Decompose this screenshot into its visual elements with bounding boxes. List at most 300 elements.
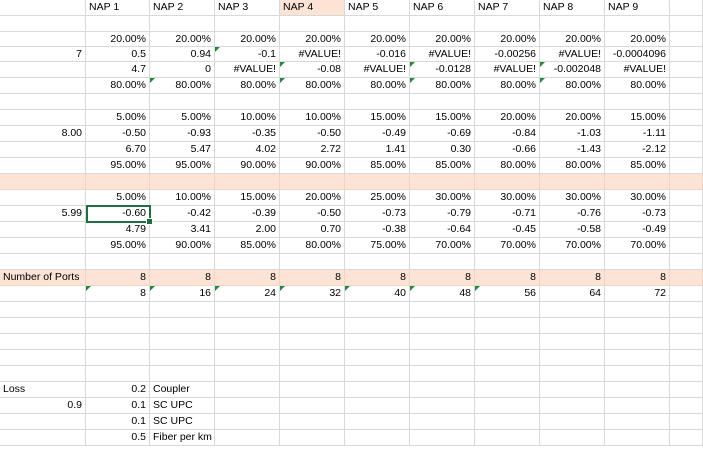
column-header-nap-3[interactable]: NAP 3: [215, 0, 280, 16]
cell-empty-tail[interactable]: [670, 350, 703, 366]
cell-r1-c9[interactable]: 20.00%: [605, 32, 670, 47]
cell-r16-c3[interactable]: [215, 254, 280, 270]
cell-r13-c8[interactable]: -0.76: [540, 206, 605, 222]
cell-r0-c3[interactable]: [215, 16, 280, 32]
cell-r5-c8[interactable]: [540, 94, 605, 110]
cell-r22-c2[interactable]: [150, 350, 215, 366]
cell-r14-c9[interactable]: -0.49: [605, 222, 670, 238]
cell-r18-c8[interactable]: 64: [540, 286, 605, 302]
cell-empty-tail[interactable]: [670, 32, 703, 47]
cell-r14-c6[interactable]: -0.64: [410, 222, 475, 238]
cell-r2-c2[interactable]: 0.94: [150, 47, 215, 62]
column-header-empty[interactable]: [670, 0, 703, 16]
cell-r26-c3[interactable]: [215, 414, 280, 430]
cell-r5-c5[interactable]: [345, 94, 410, 110]
cell-r14-c2[interactable]: 3.41: [150, 222, 215, 238]
cell-r3-c3[interactable]: #VALUE!: [215, 62, 280, 78]
cell-r18-c4[interactable]: 32: [280, 286, 345, 302]
cell-r23-c5[interactable]: [345, 366, 410, 382]
cell-r12-c0[interactable]: [0, 190, 86, 206]
cell-empty-tail[interactable]: [670, 414, 703, 430]
cell-r15-c9[interactable]: 70.00%: [605, 238, 670, 254]
cell-r15-c3[interactable]: 85.00%: [215, 238, 280, 254]
cell-r21-c1[interactable]: [86, 334, 150, 350]
cell-r25-c7[interactable]: [475, 398, 540, 414]
cell-r27-c8[interactable]: [540, 430, 605, 446]
cell-r18-c9[interactable]: 72: [605, 286, 670, 302]
cell-r1-c0[interactable]: [0, 32, 86, 47]
cell-r3-c1[interactable]: 4.7: [86, 62, 150, 78]
cell-r13-c1[interactable]: -0.60: [86, 206, 150, 222]
cell-r9-c8[interactable]: 80.00%: [540, 158, 605, 174]
cell-r20-c0[interactable]: [0, 318, 86, 334]
cell-r6-c9[interactable]: 15.00%: [605, 110, 670, 126]
cell-r16-c1[interactable]: [86, 254, 150, 270]
cell-r25-c3[interactable]: [215, 398, 280, 414]
cell-r15-c2[interactable]: 90.00%: [150, 238, 215, 254]
cell-r27-c9[interactable]: [605, 430, 670, 446]
cell-r8-c4[interactable]: 2.72: [280, 142, 345, 158]
cell-r19-c4[interactable]: [280, 302, 345, 318]
cell-r8-c3[interactable]: 4.02: [215, 142, 280, 158]
cell-r17-c9[interactable]: 8: [605, 270, 670, 286]
cell-r23-c8[interactable]: [540, 366, 605, 382]
cell-r24-c8[interactable]: [540, 382, 605, 398]
column-header-nap-2[interactable]: NAP 2: [150, 0, 215, 16]
cell-empty-tail[interactable]: [670, 62, 703, 78]
cell-r9-c3[interactable]: 90.00%: [215, 158, 280, 174]
cell-r5-c4[interactable]: [280, 94, 345, 110]
cell-empty-tail[interactable]: [670, 142, 703, 158]
cell-r19-c8[interactable]: [540, 302, 605, 318]
cell-r8-c5[interactable]: 1.41: [345, 142, 410, 158]
cell-r27-c6[interactable]: [410, 430, 475, 446]
cell-r11-c0[interactable]: [0, 174, 86, 190]
cell-r1-c2[interactable]: 20.00%: [150, 32, 215, 47]
cell-empty-tail[interactable]: [670, 238, 703, 254]
cell-r14-c3[interactable]: 2.00: [215, 222, 280, 238]
cell-r7-c7[interactable]: -0.84: [475, 126, 540, 142]
cell-r19-c1[interactable]: [86, 302, 150, 318]
cell-r1-c3[interactable]: 20.00%: [215, 32, 280, 47]
cell-r18-c6[interactable]: 48: [410, 286, 475, 302]
cell-r5-c2[interactable]: [150, 94, 215, 110]
cell-r0-c1[interactable]: [86, 16, 150, 32]
cell-r17-c0[interactable]: Number of Ports: [0, 270, 86, 286]
cell-r11-c3[interactable]: [215, 174, 280, 190]
cell-r12-c2[interactable]: 10.00%: [150, 190, 215, 206]
cell-r4-c2[interactable]: 80.00%: [150, 78, 215, 94]
cell-r18-c3[interactable]: 24: [215, 286, 280, 302]
cell-r2-c7[interactable]: -0.00256: [475, 47, 540, 62]
cell-r17-c3[interactable]: 8: [215, 270, 280, 286]
cell-empty-tail[interactable]: [670, 126, 703, 142]
cell-r19-c0[interactable]: [0, 302, 86, 318]
cell-r5-c6[interactable]: [410, 94, 475, 110]
cell-r26-c4[interactable]: [280, 414, 345, 430]
cell-r22-c1[interactable]: [86, 350, 150, 366]
cell-r13-c6[interactable]: -0.79: [410, 206, 475, 222]
cell-r25-c6[interactable]: [410, 398, 475, 414]
cell-r25-c5[interactable]: [345, 398, 410, 414]
cell-r25-c1[interactable]: 0.1: [86, 398, 150, 414]
cell-r19-c3[interactable]: [215, 302, 280, 318]
cell-r7-c1[interactable]: -0.50: [86, 126, 150, 142]
cell-r11-c9[interactable]: [605, 174, 670, 190]
cell-empty-tail[interactable]: [670, 94, 703, 110]
cell-r13-c9[interactable]: -0.73: [605, 206, 670, 222]
cell-r1-c7[interactable]: 20.00%: [475, 32, 540, 47]
cell-r23-c0[interactable]: [0, 366, 86, 382]
cell-r11-c8[interactable]: [540, 174, 605, 190]
cell-r6-c7[interactable]: 20.00%: [475, 110, 540, 126]
cell-r26-c2[interactable]: SC UPC: [150, 414, 215, 430]
cell-empty-tail[interactable]: [670, 174, 703, 190]
cell-r7-c5[interactable]: -0.49: [345, 126, 410, 142]
cell-r0-c7[interactable]: [475, 16, 540, 32]
cell-r17-c2[interactable]: 8: [150, 270, 215, 286]
cell-r22-c9[interactable]: [605, 350, 670, 366]
cell-r27-c0[interactable]: [0, 430, 86, 446]
cell-r0-c6[interactable]: [410, 16, 475, 32]
cell-r16-c7[interactable]: [475, 254, 540, 270]
cell-r25-c9[interactable]: [605, 398, 670, 414]
cell-r15-c5[interactable]: 75.00%: [345, 238, 410, 254]
cell-r0-c2[interactable]: [150, 16, 215, 32]
cell-empty-tail[interactable]: [670, 16, 703, 32]
cell-r23-c6[interactable]: [410, 366, 475, 382]
cell-r5-c9[interactable]: [605, 94, 670, 110]
cell-r12-c8[interactable]: 30.00%: [540, 190, 605, 206]
cell-empty-tail[interactable]: [670, 78, 703, 94]
cell-r18-c5[interactable]: 40: [345, 286, 410, 302]
cell-r23-c3[interactable]: [215, 366, 280, 382]
cell-r7-c6[interactable]: -0.69: [410, 126, 475, 142]
cell-r4-c5[interactable]: 80.00%: [345, 78, 410, 94]
cell-r3-c9[interactable]: #VALUE!: [605, 62, 670, 78]
cell-r22-c0[interactable]: [0, 350, 86, 366]
cell-r21-c7[interactable]: [475, 334, 540, 350]
cell-r26-c1[interactable]: 0.1: [86, 414, 150, 430]
column-header-nap-5[interactable]: NAP 5: [345, 0, 410, 16]
cell-r23-c1[interactable]: [86, 366, 150, 382]
column-header-nap-1[interactable]: NAP 1: [86, 0, 150, 16]
cell-r8-c2[interactable]: 5.47: [150, 142, 215, 158]
cell-r23-c9[interactable]: [605, 366, 670, 382]
cell-r26-c8[interactable]: [540, 414, 605, 430]
cell-r12-c5[interactable]: 25.00%: [345, 190, 410, 206]
cell-r15-c0[interactable]: [0, 238, 86, 254]
cell-r8-c7[interactable]: -0.66: [475, 142, 540, 158]
cell-r4-c0[interactable]: [0, 78, 86, 94]
cell-r24-c4[interactable]: [280, 382, 345, 398]
cell-r8-c9[interactable]: -2.12: [605, 142, 670, 158]
cell-r3-c2[interactable]: 0: [150, 62, 215, 78]
cell-r3-c4[interactable]: -0.08: [280, 62, 345, 78]
cell-r3-c5[interactable]: #VALUE!: [345, 62, 410, 78]
cell-r27-c7[interactable]: [475, 430, 540, 446]
cell-r17-c4[interactable]: 8: [280, 270, 345, 286]
cell-r2-c1[interactable]: 0.5: [86, 47, 150, 62]
cell-r11-c2[interactable]: [150, 174, 215, 190]
cell-r15-c6[interactable]: 70.00%: [410, 238, 475, 254]
cell-r9-c5[interactable]: 85.00%: [345, 158, 410, 174]
cell-r14-c5[interactable]: -0.38: [345, 222, 410, 238]
cell-r17-c1[interactable]: 8: [86, 270, 150, 286]
cell-r9-c0[interactable]: [0, 158, 86, 174]
cell-r2-c5[interactable]: -0.016: [345, 47, 410, 62]
cell-r21-c8[interactable]: [540, 334, 605, 350]
cell-r12-c9[interactable]: 30.00%: [605, 190, 670, 206]
cell-r9-c4[interactable]: 90.00%: [280, 158, 345, 174]
cell-r12-c6[interactable]: 30.00%: [410, 190, 475, 206]
cell-r23-c7[interactable]: [475, 366, 540, 382]
cell-r20-c9[interactable]: [605, 318, 670, 334]
cell-r27-c1[interactable]: 0.5: [86, 430, 150, 446]
cell-r21-c6[interactable]: [410, 334, 475, 350]
cell-r16-c8[interactable]: [540, 254, 605, 270]
cell-r26-c0[interactable]: [0, 414, 86, 430]
cell-r4-c8[interactable]: 80.00%: [540, 78, 605, 94]
cell-empty-tail[interactable]: [670, 158, 703, 174]
cell-r21-c9[interactable]: [605, 334, 670, 350]
cell-r4-c4[interactable]: 80.00%: [280, 78, 345, 94]
cell-r5-c7[interactable]: [475, 94, 540, 110]
cell-r17-c5[interactable]: 8: [345, 270, 410, 286]
column-header-nap-6[interactable]: NAP 6: [410, 0, 475, 16]
cell-r26-c9[interactable]: [605, 414, 670, 430]
cell-r24-c3[interactable]: [215, 382, 280, 398]
cell-r22-c7[interactable]: [475, 350, 540, 366]
cell-r2-c0[interactable]: 7: [0, 47, 86, 62]
cell-empty-tail[interactable]: [670, 254, 703, 270]
cell-r13-c7[interactable]: -0.71: [475, 206, 540, 222]
cell-r8-c1[interactable]: 6.70: [86, 142, 150, 158]
cell-r1-c5[interactable]: 20.00%: [345, 32, 410, 47]
cell-r13-c4[interactable]: -0.50: [280, 206, 345, 222]
cell-empty-tail[interactable]: [670, 430, 703, 446]
cell-r17-c6[interactable]: 8: [410, 270, 475, 286]
cell-r24-c6[interactable]: [410, 382, 475, 398]
cell-r20-c5[interactable]: [345, 318, 410, 334]
cell-r20-c2[interactable]: [150, 318, 215, 334]
cell-r12-c4[interactable]: 20.00%: [280, 190, 345, 206]
cell-r2-c3[interactable]: -0.1: [215, 47, 280, 62]
cell-r15-c1[interactable]: 95.00%: [86, 238, 150, 254]
cell-r20-c4[interactable]: [280, 318, 345, 334]
cell-r19-c2[interactable]: [150, 302, 215, 318]
cell-empty-tail[interactable]: [670, 206, 703, 222]
cell-r9-c9[interactable]: 85.00%: [605, 158, 670, 174]
cell-r13-c0[interactable]: 5.99: [0, 206, 86, 222]
cell-r19-c7[interactable]: [475, 302, 540, 318]
cell-empty-tail[interactable]: [670, 110, 703, 126]
cell-r16-c9[interactable]: [605, 254, 670, 270]
cell-r27-c2[interactable]: Fiber per km: [150, 430, 215, 446]
cell-empty-tail[interactable]: [670, 398, 703, 414]
cell-r4-c3[interactable]: 80.00%: [215, 78, 280, 94]
cell-empty-tail[interactable]: [670, 334, 703, 350]
cell-empty-tail[interactable]: [670, 286, 703, 302]
cell-r18-c2[interactable]: 16: [150, 286, 215, 302]
cell-r18-c7[interactable]: 56: [475, 286, 540, 302]
cell-r7-c8[interactable]: -1.03: [540, 126, 605, 142]
cell-r14-c4[interactable]: 0.70: [280, 222, 345, 238]
cell-r6-c5[interactable]: 15.00%: [345, 110, 410, 126]
cell-r12-c7[interactable]: 30.00%: [475, 190, 540, 206]
cell-r16-c4[interactable]: [280, 254, 345, 270]
cell-r22-c3[interactable]: [215, 350, 280, 366]
cell-r2-c6[interactable]: #VALUE!: [410, 47, 475, 62]
cell-r22-c6[interactable]: [410, 350, 475, 366]
cell-r9-c7[interactable]: 80.00%: [475, 158, 540, 174]
cell-r24-c5[interactable]: [345, 382, 410, 398]
cell-r6-c0[interactable]: [0, 110, 86, 126]
cell-r25-c4[interactable]: [280, 398, 345, 414]
cell-r2-c9[interactable]: -0.0004096: [605, 47, 670, 62]
cell-r8-c8[interactable]: -1.43: [540, 142, 605, 158]
cell-r21-c2[interactable]: [150, 334, 215, 350]
cell-r15-c7[interactable]: 70.00%: [475, 238, 540, 254]
cell-r25-c0[interactable]: 0.9: [0, 398, 86, 414]
cell-r11-c6[interactable]: [410, 174, 475, 190]
cell-r4-c6[interactable]: 80.00%: [410, 78, 475, 94]
cell-r8-c0[interactable]: [0, 142, 86, 158]
cell-empty-tail[interactable]: [670, 190, 703, 206]
cell-r6-c4[interactable]: 10.00%: [280, 110, 345, 126]
cell-r21-c4[interactable]: [280, 334, 345, 350]
cell-r3-c0[interactable]: [0, 62, 86, 78]
cell-r0-c0[interactable]: [0, 16, 86, 32]
cell-r17-c8[interactable]: 8: [540, 270, 605, 286]
cell-r27-c3[interactable]: [215, 430, 280, 446]
cell-r5-c3[interactable]: [215, 94, 280, 110]
cell-r17-c7[interactable]: 8: [475, 270, 540, 286]
cell-r20-c6[interactable]: [410, 318, 475, 334]
cell-r21-c0[interactable]: [0, 334, 86, 350]
cell-r26-c6[interactable]: [410, 414, 475, 430]
cell-r16-c0[interactable]: [0, 254, 86, 270]
cell-r1-c8[interactable]: 20.00%: [540, 32, 605, 47]
cell-r22-c8[interactable]: [540, 350, 605, 366]
cell-r0-c4[interactable]: [280, 16, 345, 32]
column-header-nap-8[interactable]: NAP 8: [540, 0, 605, 16]
cell-r27-c4[interactable]: [280, 430, 345, 446]
cell-r19-c6[interactable]: [410, 302, 475, 318]
cell-r13-c3[interactable]: -0.39: [215, 206, 280, 222]
cell-r16-c6[interactable]: [410, 254, 475, 270]
cell-r26-c5[interactable]: [345, 414, 410, 430]
cell-r18-c0[interactable]: [0, 286, 86, 302]
cell-r12-c1[interactable]: 5.00%: [86, 190, 150, 206]
cell-r0-c8[interactable]: [540, 16, 605, 32]
cell-r21-c5[interactable]: [345, 334, 410, 350]
cell-r1-c6[interactable]: 20.00%: [410, 32, 475, 47]
cell-r7-c2[interactable]: -0.93: [150, 126, 215, 142]
cell-r24-c9[interactable]: [605, 382, 670, 398]
cell-r20-c8[interactable]: [540, 318, 605, 334]
cell-r13-c2[interactable]: -0.42: [150, 206, 215, 222]
cell-r21-c3[interactable]: [215, 334, 280, 350]
row-label-column-header[interactable]: [0, 0, 86, 16]
cell-r24-c7[interactable]: [475, 382, 540, 398]
cell-r9-c1[interactable]: 95.00%: [86, 158, 150, 174]
cell-r6-c2[interactable]: 5.00%: [150, 110, 215, 126]
cell-r2-c8[interactable]: #VALUE!: [540, 47, 605, 62]
cell-r6-c6[interactable]: 15.00%: [410, 110, 475, 126]
cell-r4-c7[interactable]: 80.00%: [475, 78, 540, 94]
cell-r25-c2[interactable]: SC UPC: [150, 398, 215, 414]
cell-r23-c2[interactable]: [150, 366, 215, 382]
cell-r6-c8[interactable]: 20.00%: [540, 110, 605, 126]
column-header-nap-9[interactable]: NAP 9: [605, 0, 670, 16]
cell-r11-c5[interactable]: [345, 174, 410, 190]
cell-r4-c1[interactable]: 80.00%: [86, 78, 150, 94]
cell-r11-c7[interactable]: [475, 174, 540, 190]
cell-r27-c5[interactable]: [345, 430, 410, 446]
cell-r7-c3[interactable]: -0.35: [215, 126, 280, 142]
cell-empty-tail[interactable]: [670, 382, 703, 398]
cell-r25-c8[interactable]: [540, 398, 605, 414]
cell-r14-c8[interactable]: -0.58: [540, 222, 605, 238]
cell-r7-c0[interactable]: 8.00: [0, 126, 86, 142]
cell-r23-c4[interactable]: [280, 366, 345, 382]
cell-r14-c0[interactable]: [0, 222, 86, 238]
cell-r24-c0[interactable]: Loss: [0, 382, 86, 398]
cell-r22-c4[interactable]: [280, 350, 345, 366]
cell-r11-c4[interactable]: [280, 174, 345, 190]
cell-empty-tail[interactable]: [670, 270, 703, 286]
cell-r26-c7[interactable]: [475, 414, 540, 430]
cell-r24-c1[interactable]: 0.2: [86, 382, 150, 398]
cell-r2-c4[interactable]: #VALUE!: [280, 47, 345, 62]
cell-r13-c5[interactable]: -0.73: [345, 206, 410, 222]
cell-r5-c1[interactable]: [86, 94, 150, 110]
cell-r0-c9[interactable]: [605, 16, 670, 32]
cell-r6-c1[interactable]: 5.00%: [86, 110, 150, 126]
column-header-nap-7[interactable]: NAP 7: [475, 0, 540, 16]
cell-r3-c7[interactable]: #VALUE!: [475, 62, 540, 78]
column-header-nap-4[interactable]: NAP 4: [280, 0, 345, 16]
cell-empty-tail[interactable]: [670, 302, 703, 318]
cell-r19-c9[interactable]: [605, 302, 670, 318]
cell-r22-c5[interactable]: [345, 350, 410, 366]
cell-r8-c6[interactable]: 0.30: [410, 142, 475, 158]
cell-r3-c8[interactable]: -0.002048: [540, 62, 605, 78]
cell-r20-c7[interactable]: [475, 318, 540, 334]
cell-r1-c4[interactable]: 20.00%: [280, 32, 345, 47]
cell-r7-c4[interactable]: -0.50: [280, 126, 345, 142]
cell-r16-c2[interactable]: [150, 254, 215, 270]
cell-r14-c1[interactable]: 4.79: [86, 222, 150, 238]
cell-r16-c5[interactable]: [345, 254, 410, 270]
cell-r20-c1[interactable]: [86, 318, 150, 334]
cell-r6-c3[interactable]: 10.00%: [215, 110, 280, 126]
cell-r0-c5[interactable]: [345, 16, 410, 32]
cell-r19-c5[interactable]: [345, 302, 410, 318]
cell-empty-tail[interactable]: [670, 318, 703, 334]
cell-r20-c3[interactable]: [215, 318, 280, 334]
cell-r7-c9[interactable]: -1.11: [605, 126, 670, 142]
cell-r9-c2[interactable]: 95.00%: [150, 158, 215, 174]
cell-r12-c3[interactable]: 15.00%: [215, 190, 280, 206]
cell-r14-c7[interactable]: -0.45: [475, 222, 540, 238]
cell-r18-c1[interactable]: 8: [86, 286, 150, 302]
cell-r3-c6[interactable]: -0.0128: [410, 62, 475, 78]
cell-empty-tail[interactable]: [670, 366, 703, 382]
cell-r9-c6[interactable]: 85.00%: [410, 158, 475, 174]
cell-r5-c0[interactable]: [0, 94, 86, 110]
